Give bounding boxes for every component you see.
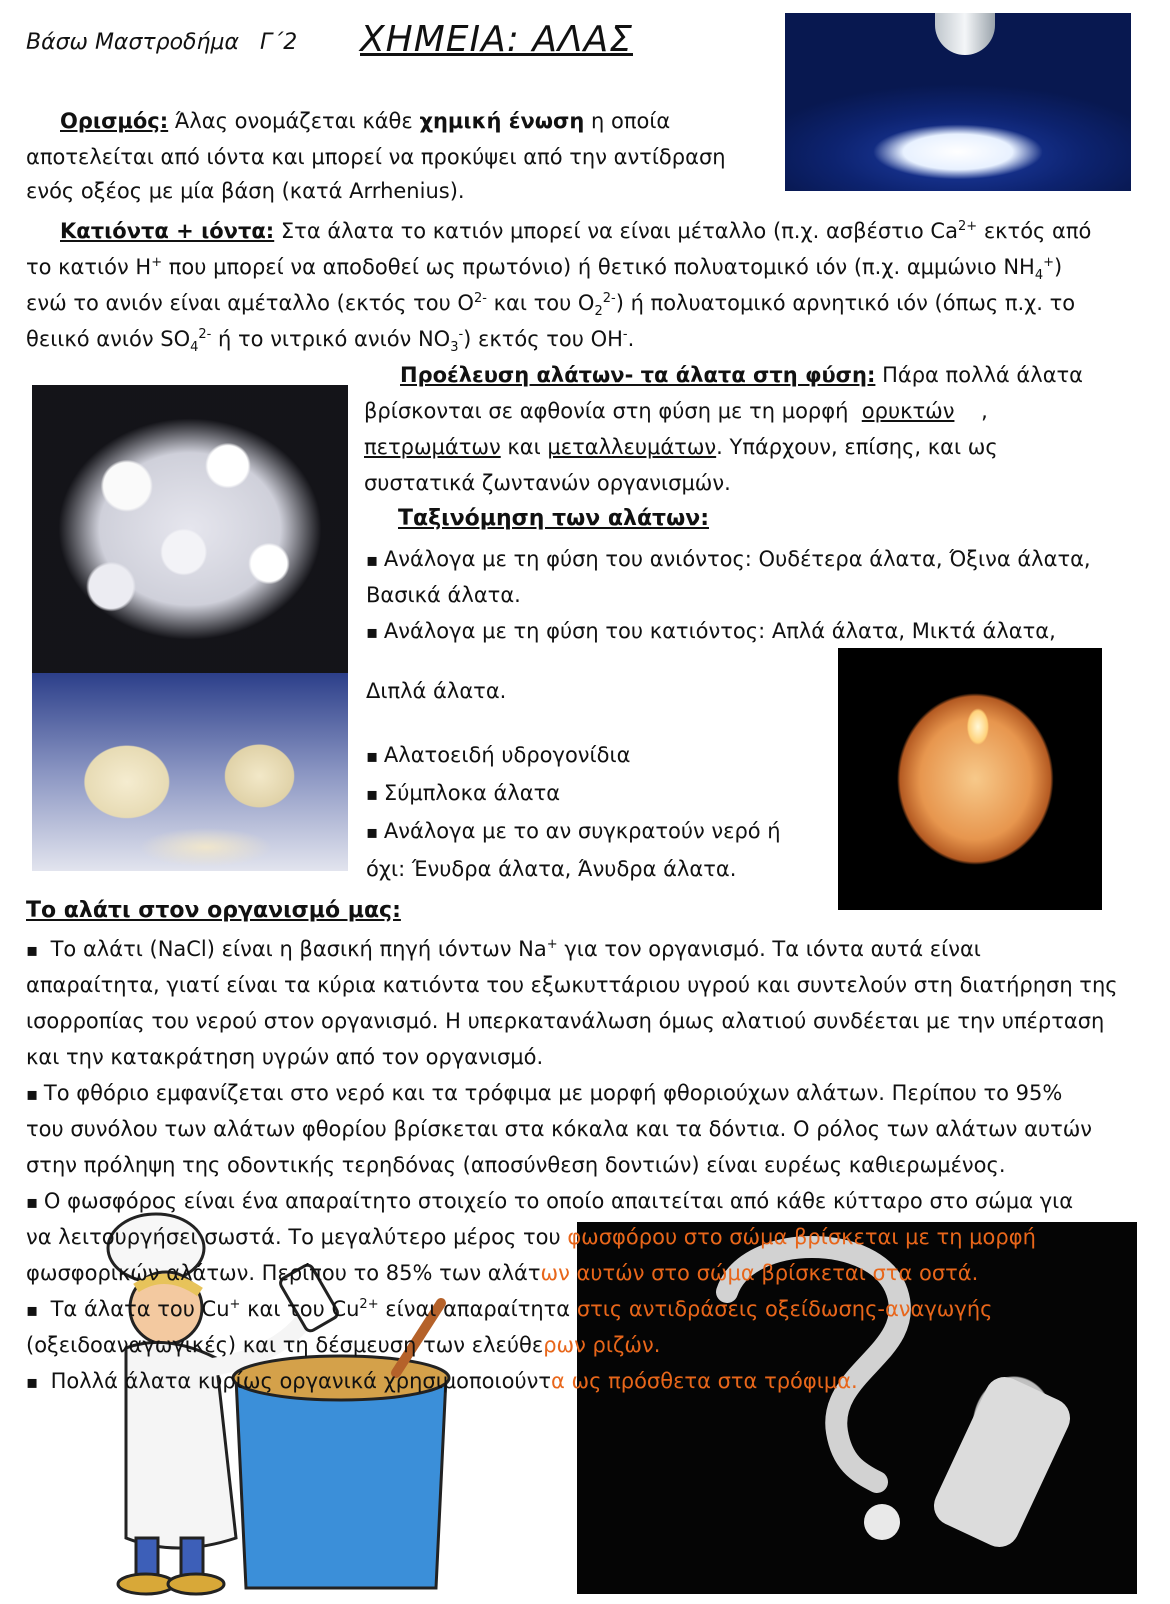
classification-heading: Ταξινόμηση των αλάτων: — [398, 506, 709, 531]
body-p4-line-2: (οξειδοαναγωγικές) και τη δέσμευση των ελεύθερων ριζών. — [26, 1333, 661, 1357]
class-label: Γ΄2 — [259, 30, 298, 55]
classification-item-hydrates: ▪ Ανάλογα με το αν συγκρατούν νερό ή — [366, 818, 781, 846]
body-p2-line-2: του συνόλου των αλάτων φθορίου βρίσκεται στα κόκαλα και τα δόντια. Ο ρόλος των αλάτων αυτών — [26, 1117, 1093, 1141]
classification-item-cation: ▪ Ανάλογα με τη φύση του κατιόντος: Απλά άλατα, Μικτά άλατα, — [366, 618, 1056, 646]
body-p1-line-2: απαραίτητα, γιατί είναι τα κύρια κατιόντα του εξωκυττάριου υγρού και συντελούν στη διατήρηση της — [26, 973, 1118, 997]
ions-heading: Κατιόντα + ιόντα: — [60, 219, 275, 243]
rocks-link[interactable]: πετρωμάτων — [364, 435, 501, 459]
definition-line-2: αποτελείται από ιόντα και μπορεί να προκύψει από την αντίδραση — [26, 145, 726, 169]
definition-line-1: Ορισμός: Άλας ονομάζεται κάθε χημική ένωση η οποία — [60, 109, 671, 133]
definition-line-3: ενός οξέος με μία βάση (κατά Arrhenius). — [26, 179, 465, 203]
body-p3-line-2: να λειτουργήσει σωστά. Το μεγαλύτερο μέρος του φωσφόρου στο σώμα βρίσκεται με τη μορφή — [26, 1225, 1036, 1249]
salt-shaker-image — [785, 13, 1131, 191]
classification-item-cation-cont: Διπλά άλατα. — [366, 679, 507, 703]
body-p1-line-3: ισορροπίας του νερού στον οργανισμό. Η υπερκατανάλωση όμως αλατιού συνδέεται με την υπέρταση — [26, 1009, 1105, 1033]
body-p5-line-1: ▪ Πολλά άλατα κυρίως οργανικά χρησιμοποιούντα ως πρόσθετα στα τρόφιμα. — [26, 1368, 858, 1396]
body-p4-line-1: ▪ Τα άλατα του Cu+ και του $Cu^{2+}$ είναι απαραίτητα στις αντιδράσεις οξείδωσης-αναγωγής — [26, 1296, 992, 1324]
origin-heading: Προέλευση αλάτων- τα άλατα στη φύση: — [400, 363, 876, 387]
origin-line-4: συστατικά ζωντανών οργανισμών. — [364, 471, 731, 495]
body-heading: Το αλάτι στον οργανισμό μας: — [26, 898, 401, 923]
ions-line-4: θειικό ανιόν $SO_4^{2-}$ ή το νιτρικό ανιόν $NO_3^-$) εκτός του ΟΗ-. — [26, 327, 635, 356]
author-name: Βάσω Μαστροδήμα Γ΄2 — [26, 30, 298, 55]
ions-line-2: το κατιόν Η+ που μπορεί να αποδοθεί ως πρωτόνιο) ή θετικό πολυατομικό ιόν (π.χ. αμμώνιο $NH_4^+$) — [26, 255, 1063, 284]
minerals-link[interactable]: ορυκτών — [861, 399, 955, 423]
classification-item-hydrides: ▪ Αλατοειδή υδρογονίδια — [366, 742, 630, 770]
origin-line-3: πετρωμάτων και μεταλλευμάτων. Υπάρχουν, επίσης, και ως — [364, 435, 998, 459]
salt-lamp-image — [838, 648, 1102, 910]
ions-line-3: ενώ το ανιόν είναι αμέταλλο (εκτός του $O^{2-}$ και του $O_2^{2-}$) ή πολυατομικό αρνητικό ιόν (όπως π.χ. το — [26, 291, 1076, 320]
salt-sacks-image — [32, 673, 348, 871]
body-p3-line-1: ▪ Ο φωσφόρος είναι ένα απαραίτητο στοιχείο το οποίο απαιτείται από κάθε κύτταρο στο σώμα για — [26, 1188, 1073, 1216]
salt-crystals-image — [32, 385, 348, 673]
definition-heading: Ορισμός: — [60, 109, 169, 133]
ores-link[interactable]: μεταλλευμάτων — [547, 435, 717, 459]
ions-line-1: Κατιόντα + ιόντα: Στα άλατα το κατιόν μπορεί να είναι μέταλλο (π.χ. ασβέστιο $Ca^{2+}$ εκτός από — [60, 219, 1092, 243]
body-p1-line-1: ▪ Το αλάτι (NaCl) είναι η βασική πηγή ιόντων Na+ για τον οργανισμό. Τα ιόντα αυτά είναι — [26, 936, 981, 964]
origin-line-1: Προέλευση αλάτων- τα άλατα στη φύση: Πάρα πολλά άλατα — [400, 363, 1084, 387]
classification-item-hydrates-cont: όχι: Ένυδρα άλατα, Άνυδρα άλατα. — [366, 857, 737, 881]
classification-item-anion-cont: Βασικά άλατα. — [366, 583, 521, 607]
body-p2-line-1: ▪ Το φθόριο εμφανίζεται στο νερό και τα τρόφιμα με μορφή φθοριούχων αλάτων. Περίπου το 95% — [26, 1080, 1062, 1108]
body-p1-line-4: και την κατακράτηση υγρών από τον οργανισμό. — [26, 1045, 544, 1069]
body-p3-line-3: φωσφορικών αλάτων. Περίπου το 85% των αλάτων αυτών στο σώμα βρίσκεται στα οστά. — [26, 1261, 979, 1285]
classification-item-complex: ▪ Σύμπλοκα άλατα — [366, 780, 560, 808]
page-title: ΧΗΜΕΙΑ: ΑΛΑΣ — [360, 19, 633, 60]
origin-line-2: βρίσκονται σε αφθονία στη φύση με τη μορφή ορυκτών , — [364, 399, 988, 423]
classification-item-anion: ▪ Ανάλογα με τη φύση του ανιόντος: Ουδέτερα άλατα, Όξινα άλατα, — [366, 546, 1091, 574]
body-p2-line-3: στην πρόληψη της οδοντικής τερηδόνας (αποσύνθεση δοντιών) είναι ευρέως καθιερωμένος. — [26, 1153, 1006, 1177]
